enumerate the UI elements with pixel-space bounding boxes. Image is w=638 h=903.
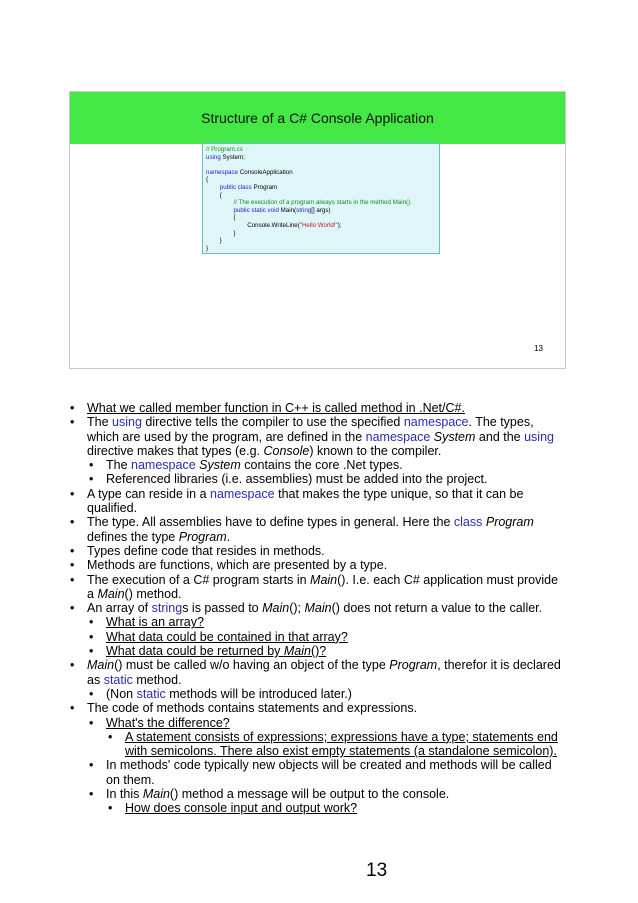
note-text: methods will be introduced later.) [165,686,352,701]
italic-term: Program [485,515,534,530]
note-item [68,544,568,558]
note-subitem [87,716,568,730]
note-subsubitem [106,730,568,759]
code-keyword: public static void [206,206,279,214]
note-text: that makes the type unique, so that it can be qualified. [87,486,524,516]
note-item [68,487,568,516]
keyword: static [103,672,133,687]
keyword: namespace [365,429,431,444]
code-line: } [206,237,222,245]
note-text: A type can reside in a [87,486,210,501]
keyword: string [151,601,183,616]
code-line: } [206,229,236,237]
keyword: class [453,515,483,530]
note-text: An array of [87,601,152,616]
page-number: 13 [366,860,388,881]
code-text: ConsoleApplication [238,168,293,176]
note-text: In this [106,787,143,802]
slide-thumbnail [69,91,566,369]
note-text: (Non [106,686,137,701]
question-text [106,644,326,658]
keyword: namespace [131,458,196,473]
note-item [68,558,568,572]
italic-term: Main [283,644,311,659]
question-text: What is an array? [106,615,204,630]
note-item [68,401,568,415]
answer-text: A statement consists of expressions; expressions have a type; statements end with semicolons. There also exist empty statements (a standalone semicolon). [125,729,558,759]
code-line [206,169,436,177]
italic-term: System [199,458,241,473]
code-text: Main( [278,206,297,214]
note-text: and the [475,429,525,444]
note-text: In methods' code typically new objects will be created and methods will be called on them. [106,758,552,787]
code-line: // Program.cs [206,146,243,153]
italic-term: Program [389,658,438,673]
code-line-blank [206,161,436,169]
code-text: System; [220,153,245,161]
keyword: namespace [403,415,469,430]
question-text: What's the difference? [106,715,230,730]
note-text: . [226,529,231,544]
note-text: directive makes that types (e.g. [87,443,264,458]
code-keyword: string [296,206,312,214]
note-subitem [87,630,568,644]
note-subitem [87,687,568,701]
italic-term: Main [142,787,170,802]
note-text: The code of methods contains statements and expressions. [87,701,418,716]
note-subitem [87,472,568,486]
note-text: . The types, which are used by the program, are defined in the [87,415,534,444]
code-line: } [206,244,209,252]
code-line: { [206,191,222,199]
note-text: , therefor it is declared as [87,658,561,687]
note-subitem [87,787,568,801]
code-listing [202,143,440,254]
note-text: Referenced libraries (i.e. assemblies) must be added into the project. [106,472,488,487]
note-text: directive tells the compiler to use the specified [141,415,404,430]
keyword: static [136,686,166,701]
code-line [206,184,436,192]
note-text: ()? [310,644,327,659]
code-line [206,207,436,215]
code-text: [] args) [311,206,331,214]
note-item [68,701,568,715]
note-subitem [87,758,568,787]
note-text: () must be called w/o having an object of the type [114,658,390,673]
note-text: () method. [124,586,182,601]
note-text: s is passed to [182,601,263,616]
italic-term: Main [304,601,332,616]
code-string: "Hello World!" [299,221,338,229]
note-item [68,601,568,615]
slide-title: Structure of a C# Console Application [201,110,434,126]
code-text: ); [337,221,342,229]
note-text: method. [132,672,182,687]
keyword: using [112,415,142,430]
code-line [206,154,436,162]
note-text: Types define code that resides in methods. [87,543,325,558]
code-line: // The execution of a program always starts in the method Main(). [206,199,412,207]
slide-header [70,92,565,144]
note-subitem [87,644,568,658]
keyword: using [524,429,554,444]
note-text: What we called member function in C++ is called method in .Net/C#. [87,401,465,415]
code-keyword: public class [206,183,252,191]
note-text: The [87,415,113,430]
code-keyword: namespace [206,168,238,176]
note-text: () does not return a value to the caller. [331,601,543,616]
code-text: Console.WriteLine( [206,221,300,229]
code-line: { [206,176,209,184]
note-text: ) known to the compiler. [309,443,442,458]
note-item [68,658,568,687]
italic-term: Main [262,601,290,616]
note-item [68,515,568,544]
slide-number: 13 [534,344,543,353]
note-item [68,573,568,602]
italic-term: Console [263,443,310,458]
note-subitem [87,458,568,472]
code-text: Program [251,183,278,191]
italic-term: Main [97,586,125,601]
italic-term: System [433,429,476,444]
question-text: How does console input and output work? [125,801,358,816]
note-text: The type. All assemblies have to define types in general. Here the [87,515,454,530]
speaker-notes [68,401,568,816]
note-text: defines the type [87,529,179,544]
code-line [206,222,436,230]
note-text: Methods are functions, which are presented by a type. [87,558,388,573]
note-text: (); [289,601,305,616]
note-subitem [87,615,568,629]
note-text: What data could be returned by [106,644,284,659]
note-text: The execution of a C# program starts in [87,572,311,587]
note-subsubitem [106,801,568,815]
note-text: contains the core .Net types. [240,458,403,473]
note-item [68,415,568,458]
note-text: The [106,458,132,473]
note-text: (). I.e. each C# application must provide a [87,572,559,601]
italic-term: Program [178,529,227,544]
italic-term: Main [310,572,338,587]
code-line: { [206,214,236,222]
keyword: namespace [210,486,275,501]
italic-term: Main [87,658,115,673]
note-text: () method a message will be output to the console. [169,787,450,802]
code-keyword: using [206,153,221,161]
question-text: What data could be contained in that array? [106,629,348,644]
